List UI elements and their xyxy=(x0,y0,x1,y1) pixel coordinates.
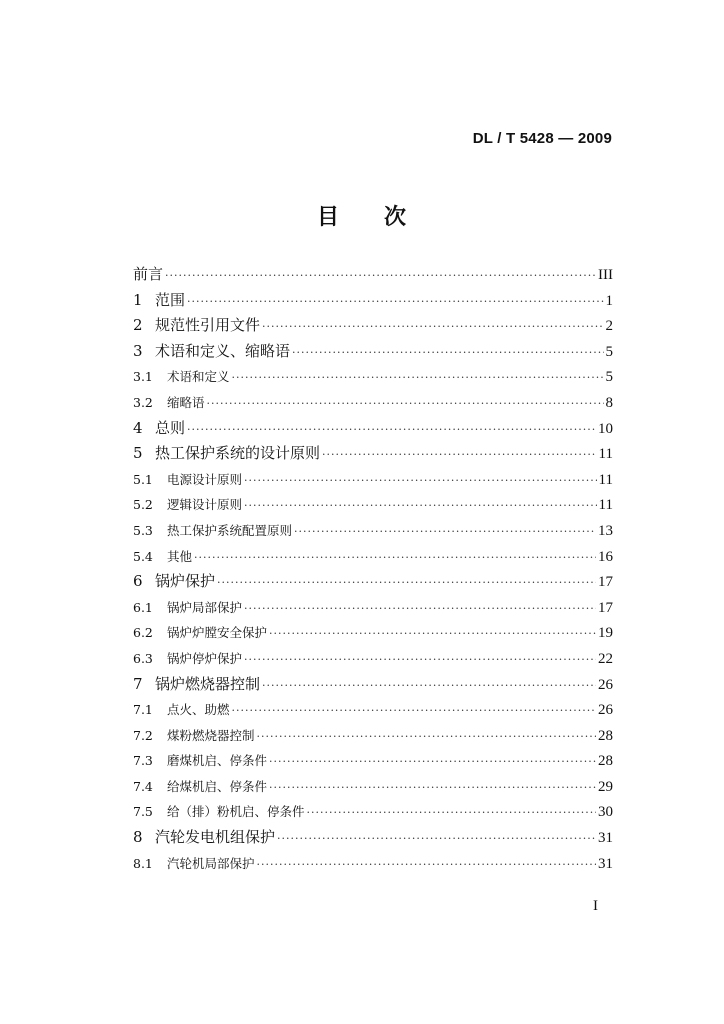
toc-entry[interactable] xyxy=(133,339,613,365)
toc-entry-label: 给煤机启、停条件 xyxy=(167,778,268,794)
toc-entry[interactable] xyxy=(133,825,613,851)
toc-entry-page: 8 xyxy=(605,394,613,411)
toc-entry-page: 30 xyxy=(598,804,613,821)
toc-entry-number: 3.2 xyxy=(133,394,153,410)
toc-entry[interactable] xyxy=(133,646,613,672)
toc-entry-number: 1 xyxy=(133,290,143,309)
toc-entry-number: 6.3 xyxy=(133,650,153,666)
toc-entry[interactable] xyxy=(133,620,613,646)
toc-entry-label: 范围 xyxy=(155,290,186,309)
toc-entry-label: 术语和定义 xyxy=(167,369,230,385)
toc-entry-page: 13 xyxy=(598,522,613,539)
toc-entry-number: 2 xyxy=(133,316,143,335)
toc-leader-dots xyxy=(294,519,596,545)
toc-entry-number: 4 xyxy=(133,418,143,437)
toc-entry-label: 锅炉停炉保护 xyxy=(167,650,243,666)
toc-entry-number: 7.5 xyxy=(133,804,153,820)
toc-entry[interactable] xyxy=(133,774,613,800)
toc-entry[interactable] xyxy=(133,748,613,774)
toc-entry-number: 8.1 xyxy=(133,855,153,871)
toc-entry-label: 给（排）粉机启、停条件 xyxy=(167,804,305,820)
toc-leader-dots xyxy=(257,852,596,878)
toc-entry-label: 电源设计原则 xyxy=(167,471,243,487)
toc-entry-page: 17 xyxy=(598,599,613,616)
toc-entry-page: 1 xyxy=(605,292,613,309)
toc-entry-page: 22 xyxy=(598,650,613,667)
toc-entry-number: 6.1 xyxy=(133,599,153,615)
toc-entry-number: 5.1 xyxy=(133,471,153,487)
toc-entry[interactable] xyxy=(133,262,613,288)
toc-entry-number: 7.3 xyxy=(133,753,153,769)
toc-entry-page: 5 xyxy=(605,369,613,386)
toc-entry[interactable] xyxy=(133,672,613,698)
toc-leader-dots xyxy=(244,647,596,673)
toc-entry-label: 其他 xyxy=(167,548,193,564)
toc-leader-dots xyxy=(257,724,596,750)
toc-entry-label: 锅炉炉膛安全保护 xyxy=(167,625,268,641)
toc-entry[interactable] xyxy=(133,492,613,518)
toc-entry-number: 7.2 xyxy=(133,727,153,743)
toc-leader-dots xyxy=(244,493,597,519)
toc-leader-dots xyxy=(269,775,596,801)
toc-entry[interactable] xyxy=(133,544,613,570)
toc-entry-number: 5.2 xyxy=(133,497,153,513)
toc-entry-page: 29 xyxy=(598,778,613,795)
toc-entry-label: 煤粉燃烧器控制 xyxy=(167,727,255,743)
toc-entry[interactable] xyxy=(133,799,613,825)
toc-entry-page: 16 xyxy=(598,548,613,565)
toc-entry-label: 锅炉局部保护 xyxy=(167,599,243,615)
toc-entry-page: 11 xyxy=(598,471,613,488)
toc-entry-number: 3 xyxy=(133,341,143,360)
toc-entry-number: 3.1 xyxy=(133,369,153,385)
toc-entry-page: 19 xyxy=(598,625,613,642)
toc-entry-label: 规范性引用文件 xyxy=(155,316,261,335)
toc-leader-dots xyxy=(232,698,596,724)
toc-entry-label: 缩略语 xyxy=(167,394,205,410)
toc-leader-dots xyxy=(262,673,596,699)
toc-entry-page: 31 xyxy=(598,855,613,872)
toc-title-left: 目 xyxy=(316,204,340,230)
toc-entry-page: 10 xyxy=(598,420,613,437)
toc-entry-label: 锅炉燃烧器控制 xyxy=(155,674,261,693)
toc-entry-number: 6 xyxy=(133,572,143,591)
toc-entry-page: 31 xyxy=(598,830,613,847)
toc-entry-number: 7.4 xyxy=(133,778,153,794)
toc-entry-label: 锅炉保护 xyxy=(155,572,216,591)
toc-entry[interactable] xyxy=(133,416,613,442)
toc-entry-number: 5.3 xyxy=(133,522,153,538)
toc-entry-label: 点火、助燃 xyxy=(167,702,230,718)
toc-entry[interactable] xyxy=(133,697,613,723)
toc-leader-dots xyxy=(269,749,596,775)
toc-leader-dots xyxy=(187,417,596,443)
toc-leader-dots xyxy=(269,621,596,647)
toc-entry[interactable] xyxy=(133,518,613,544)
toc-entry[interactable] xyxy=(133,390,613,416)
toc-leader-dots xyxy=(322,442,597,468)
toc-leader-dots xyxy=(194,545,596,571)
toc-entry-label: 热工保护系统配置原则 xyxy=(167,522,293,538)
toc-title-right: 次 xyxy=(384,204,408,230)
toc-entry[interactable] xyxy=(133,467,613,493)
toc-entry-number: 5.4 xyxy=(133,548,153,564)
toc-entry-label: 术语和定义、缩略语 xyxy=(155,341,291,360)
toc-entry-number: 8 xyxy=(133,828,143,847)
toc-entry-label: 热工保护系统的设计原则 xyxy=(155,444,321,463)
toc-entry[interactable] xyxy=(133,851,613,877)
toc-leader-dots xyxy=(307,800,596,826)
table-of-contents xyxy=(133,262,613,876)
toc-entry[interactable] xyxy=(133,723,613,749)
toc-entry[interactable] xyxy=(133,441,613,467)
toc-entry-label: 前言 xyxy=(133,265,164,283)
toc-leader-dots xyxy=(165,263,596,289)
page-folio: I xyxy=(593,898,598,914)
toc-entry-label: 磨煤机启、停条件 xyxy=(167,753,268,769)
toc-entry-page: 28 xyxy=(598,727,613,744)
toc-entry-page: 26 xyxy=(598,702,613,719)
toc-leader-dots xyxy=(244,596,596,622)
toc-entry-page: 2 xyxy=(605,318,613,335)
toc-leader-dots xyxy=(187,289,603,315)
toc-leader-dots xyxy=(217,570,596,596)
toc-entry-page: 26 xyxy=(598,676,613,693)
toc-entry[interactable] xyxy=(133,595,613,621)
toc-entry-page: 17 xyxy=(598,574,613,591)
standard-code: DL / T 5428 — 2009 xyxy=(472,130,612,147)
toc-entry-label: 逻辑设计原则 xyxy=(167,497,243,513)
toc-leader-dots xyxy=(232,365,604,391)
toc-entry-page: III xyxy=(598,267,613,283)
toc-entry-page: 11 xyxy=(598,497,613,514)
toc-entry-label: 汽轮发电机组保护 xyxy=(155,828,276,847)
toc-leader-dots xyxy=(207,391,604,417)
toc-leader-dots xyxy=(277,826,596,852)
toc-entry[interactable] xyxy=(133,569,613,595)
toc-leader-dots xyxy=(292,340,603,366)
toc-leader-dots xyxy=(244,468,597,494)
toc-entry[interactable] xyxy=(133,364,613,390)
toc-entry-label: 汽轮机局部保护 xyxy=(167,855,255,871)
toc-entry-page: 5 xyxy=(605,343,613,360)
toc-entry-number: 7 xyxy=(133,674,143,693)
toc-title xyxy=(0,200,724,231)
toc-entry-label: 总则 xyxy=(155,418,186,437)
toc-entry-page: 28 xyxy=(598,753,613,770)
toc-entry-number: 7.1 xyxy=(133,702,153,718)
toc-entry[interactable] xyxy=(133,313,613,339)
toc-leader-dots xyxy=(262,314,603,340)
toc-entry[interactable] xyxy=(133,288,613,314)
toc-entry-number: 6.2 xyxy=(133,625,153,641)
toc-entry-page: 11 xyxy=(598,446,613,463)
toc-entry-number: 5 xyxy=(133,444,143,463)
